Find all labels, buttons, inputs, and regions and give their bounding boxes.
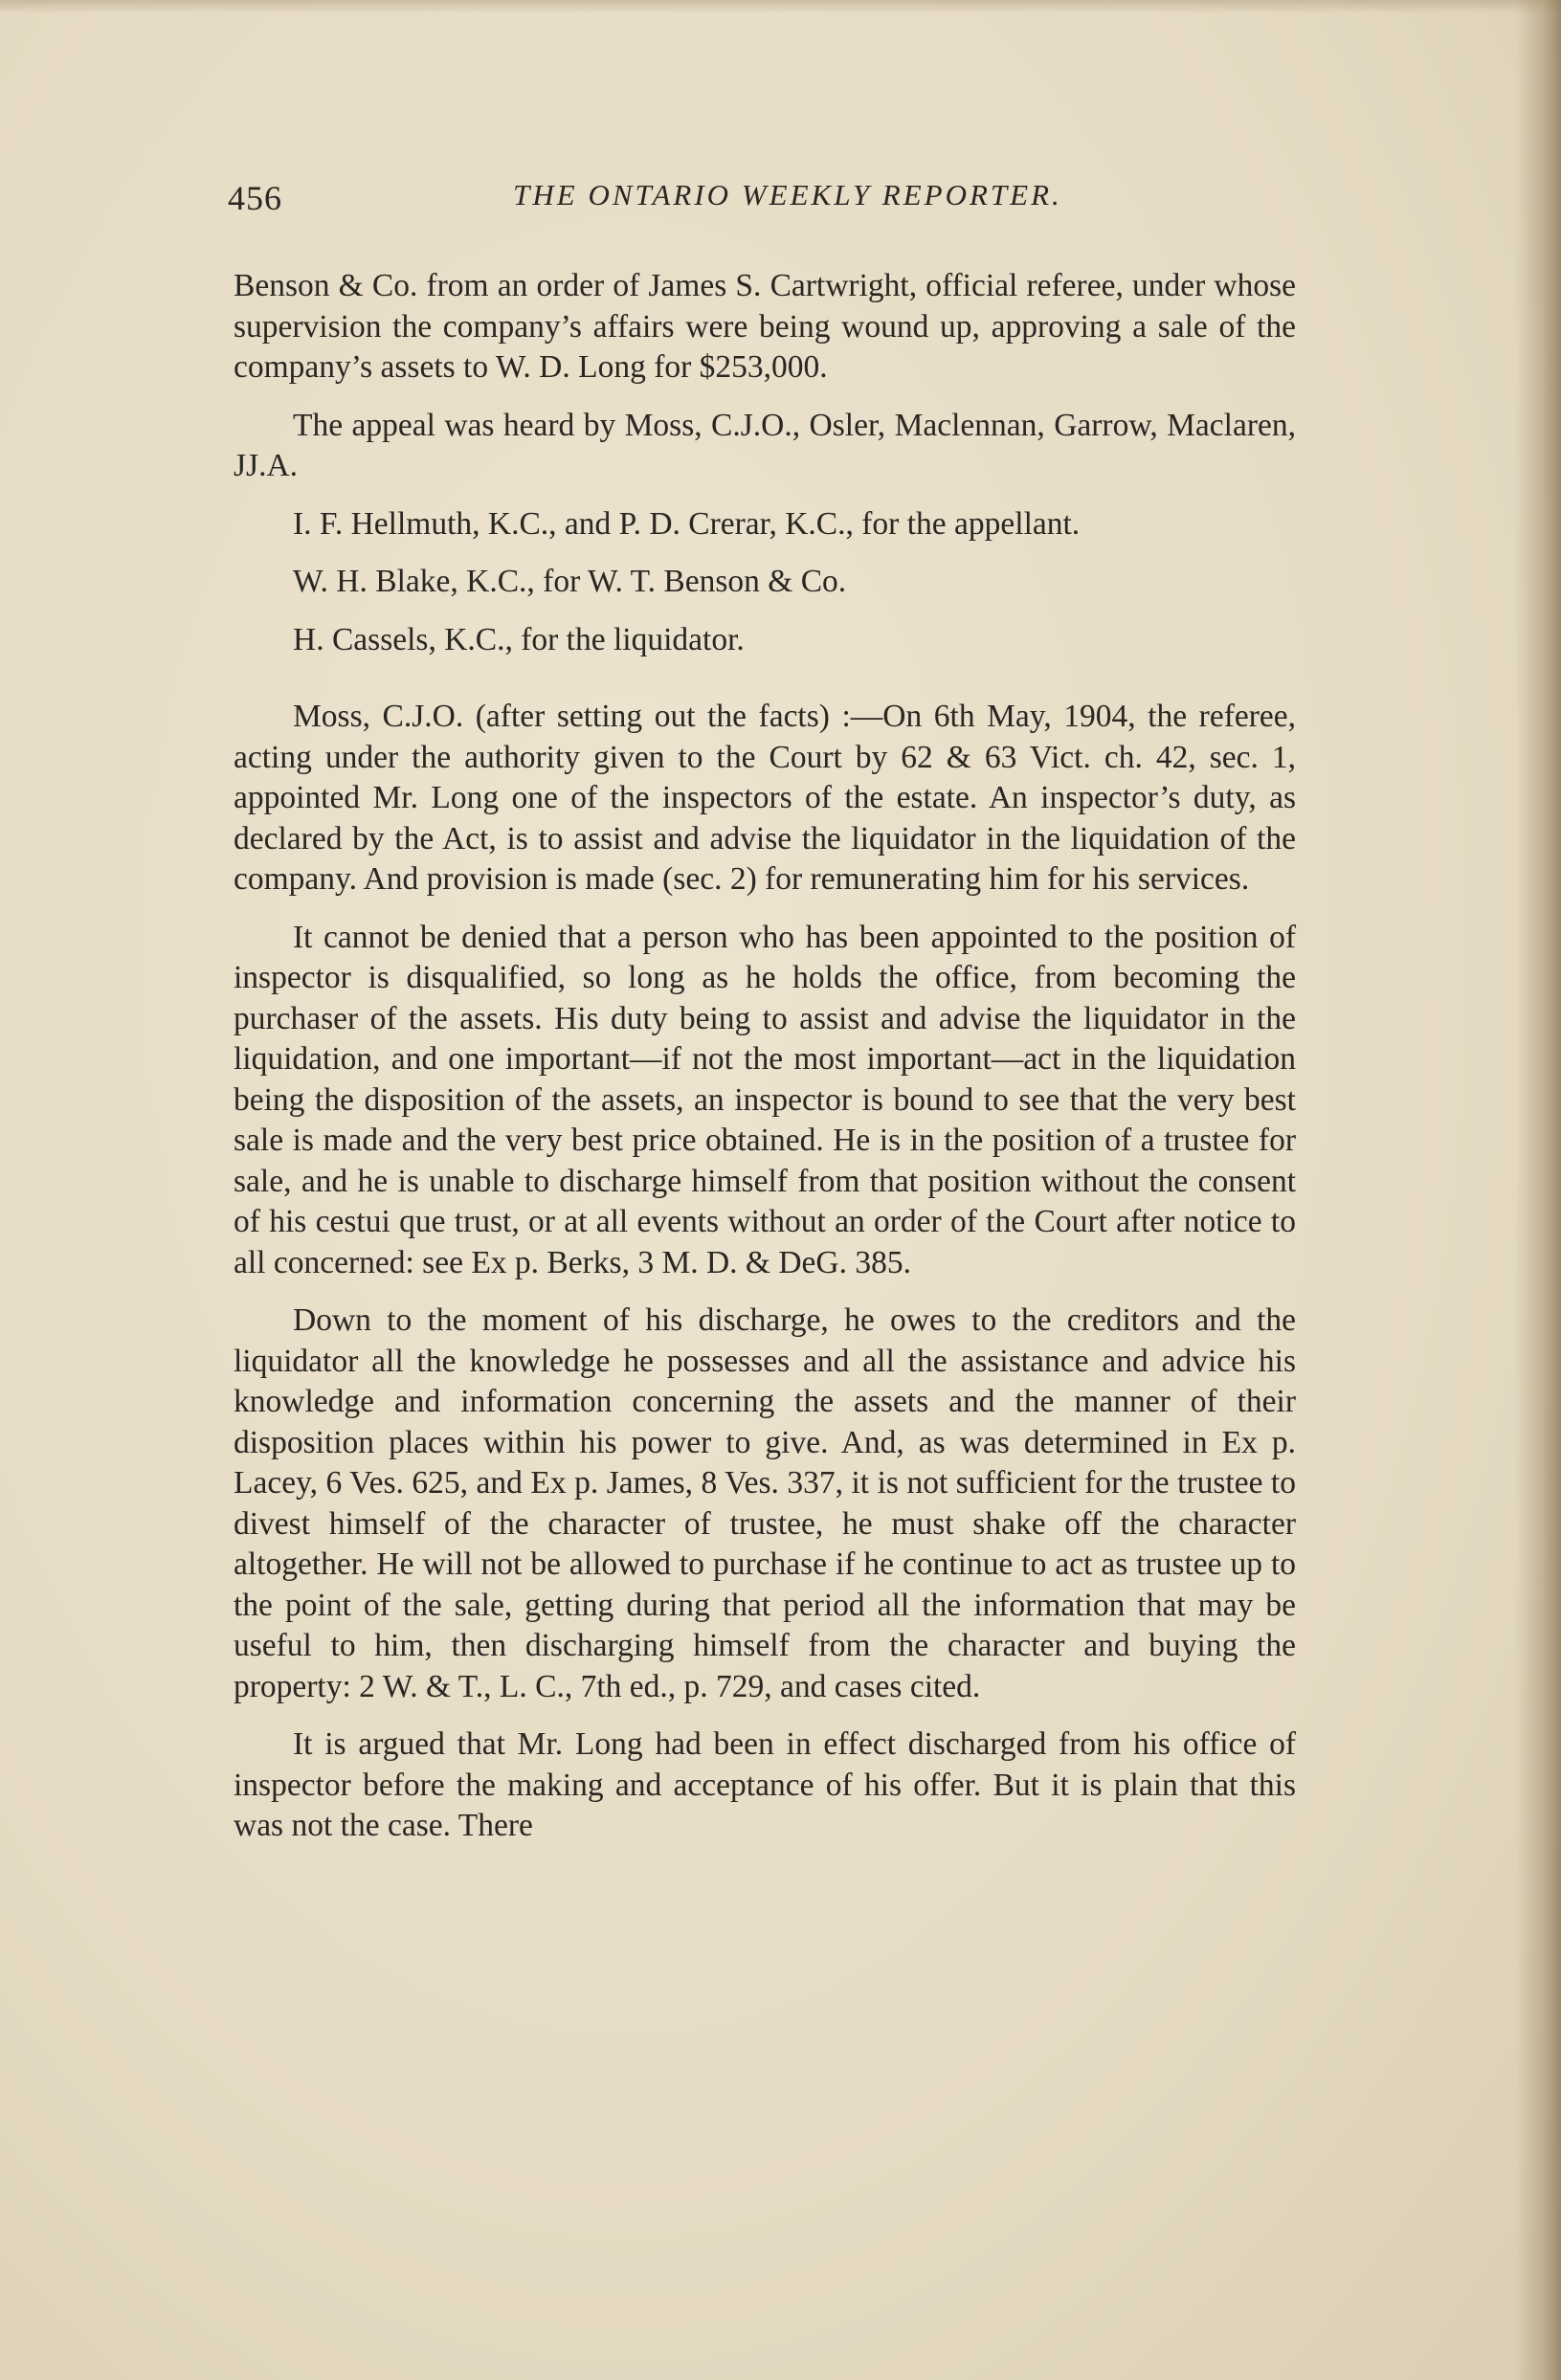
paragraph-counsel-appellant: I. F. Hellmuth, K.C., and P. D. Crerar, K.C., for the appellant. (293, 505, 1081, 542)
paragraph-continuation: Benson & Co. from an order of James S. Cartwright, official referee, under whose supervision the company’s affairs were being wound up, approving a sale of the company’s assets to W. D. Long for $253,000. (234, 268, 1296, 385)
paragraph-judgment-opening: Moss, C.J.O. (after setting out the facts) :—On 6th May, 1904, the referee, acting under the authority given to the Court by 62 & 63 Vict. ch. 42, sec. 1, appointed Mr. Long one of the inspectors of the estate. An inspector’s duty, as declared by the Act, is to assist and advise the liquidator in the liquidation of the company. And provision is made (sec. 2) for remunerating him for his services. (234, 699, 1296, 897)
paragraph-disqualification: It cannot be denied that a person who has been appointed to the position of inspector is disqualified, so long as he holds the office, from becoming the purchaser of the assets. His duty being to assist and advise the liquidator in the liquidation, and one important—if not the most important—act in the liquidation being the disposition of the assets, an inspector is bound to see that the very best sale is made and the very best price obtained. He is in the position of a trustee for sale, and he is unable to discharge himself from that position without the consent of his cestui que trust, or at all events without an order of the Court after notice to all concerned: see Ex p. Berks, 3 M. D. & DeG. 385. (234, 919, 1296, 1280)
page-header (228, 178, 1290, 228)
page-body (234, 266, 1296, 1847)
paragraph-argument: It is argued that Mr. Long had been in effect discharged from his office of inspector before the making and acceptance of his offer. But it is plain that this was not the case. There (234, 1726, 1296, 1843)
paragraph-bench: The appeal was heard by Moss, C.J.O., Osler, Maclennan, Garrow, Maclaren, JJ.A. (234, 407, 1296, 483)
page-top-shadow (0, 0, 1561, 13)
page-number: 456 (228, 179, 282, 217)
paragraph-counsel-respondent: W. H. Blake, K.C., for W. T. Benson & Co. (293, 564, 847, 599)
page-edge-shadow (1515, 0, 1561, 2380)
paragraph-duty-to-creditors: Down to the moment of his discharge, he owes to the creditors and the liquidator all the knowledge he possesses and all the assistance and advice his knowledge and information concerning the assets and the manner of their disposition places within his power to give. And, as was determined in Ex p. Lacey, 6 Ves. 625, and Ex p. James, 8 Ves. 337, it is not sufficient for the trustee to divest himself of the character of trustee, he must shake off the character altogether. He will not be allowed to purchase if he continue to act as trustee up to the point of the sale, getting during that period all the information that may be useful to him, then discharging himself from the character and buying the property: 2 W. & T., L. C., 7th ed., p. 729, and cases cited. (234, 1302, 1296, 1704)
paragraph-counsel-liquidator: H. Cassels, K.C., for the liquidator. (293, 621, 745, 657)
running-head: THE ONTARIO WEEKLY REPORTER. (513, 178, 1062, 211)
